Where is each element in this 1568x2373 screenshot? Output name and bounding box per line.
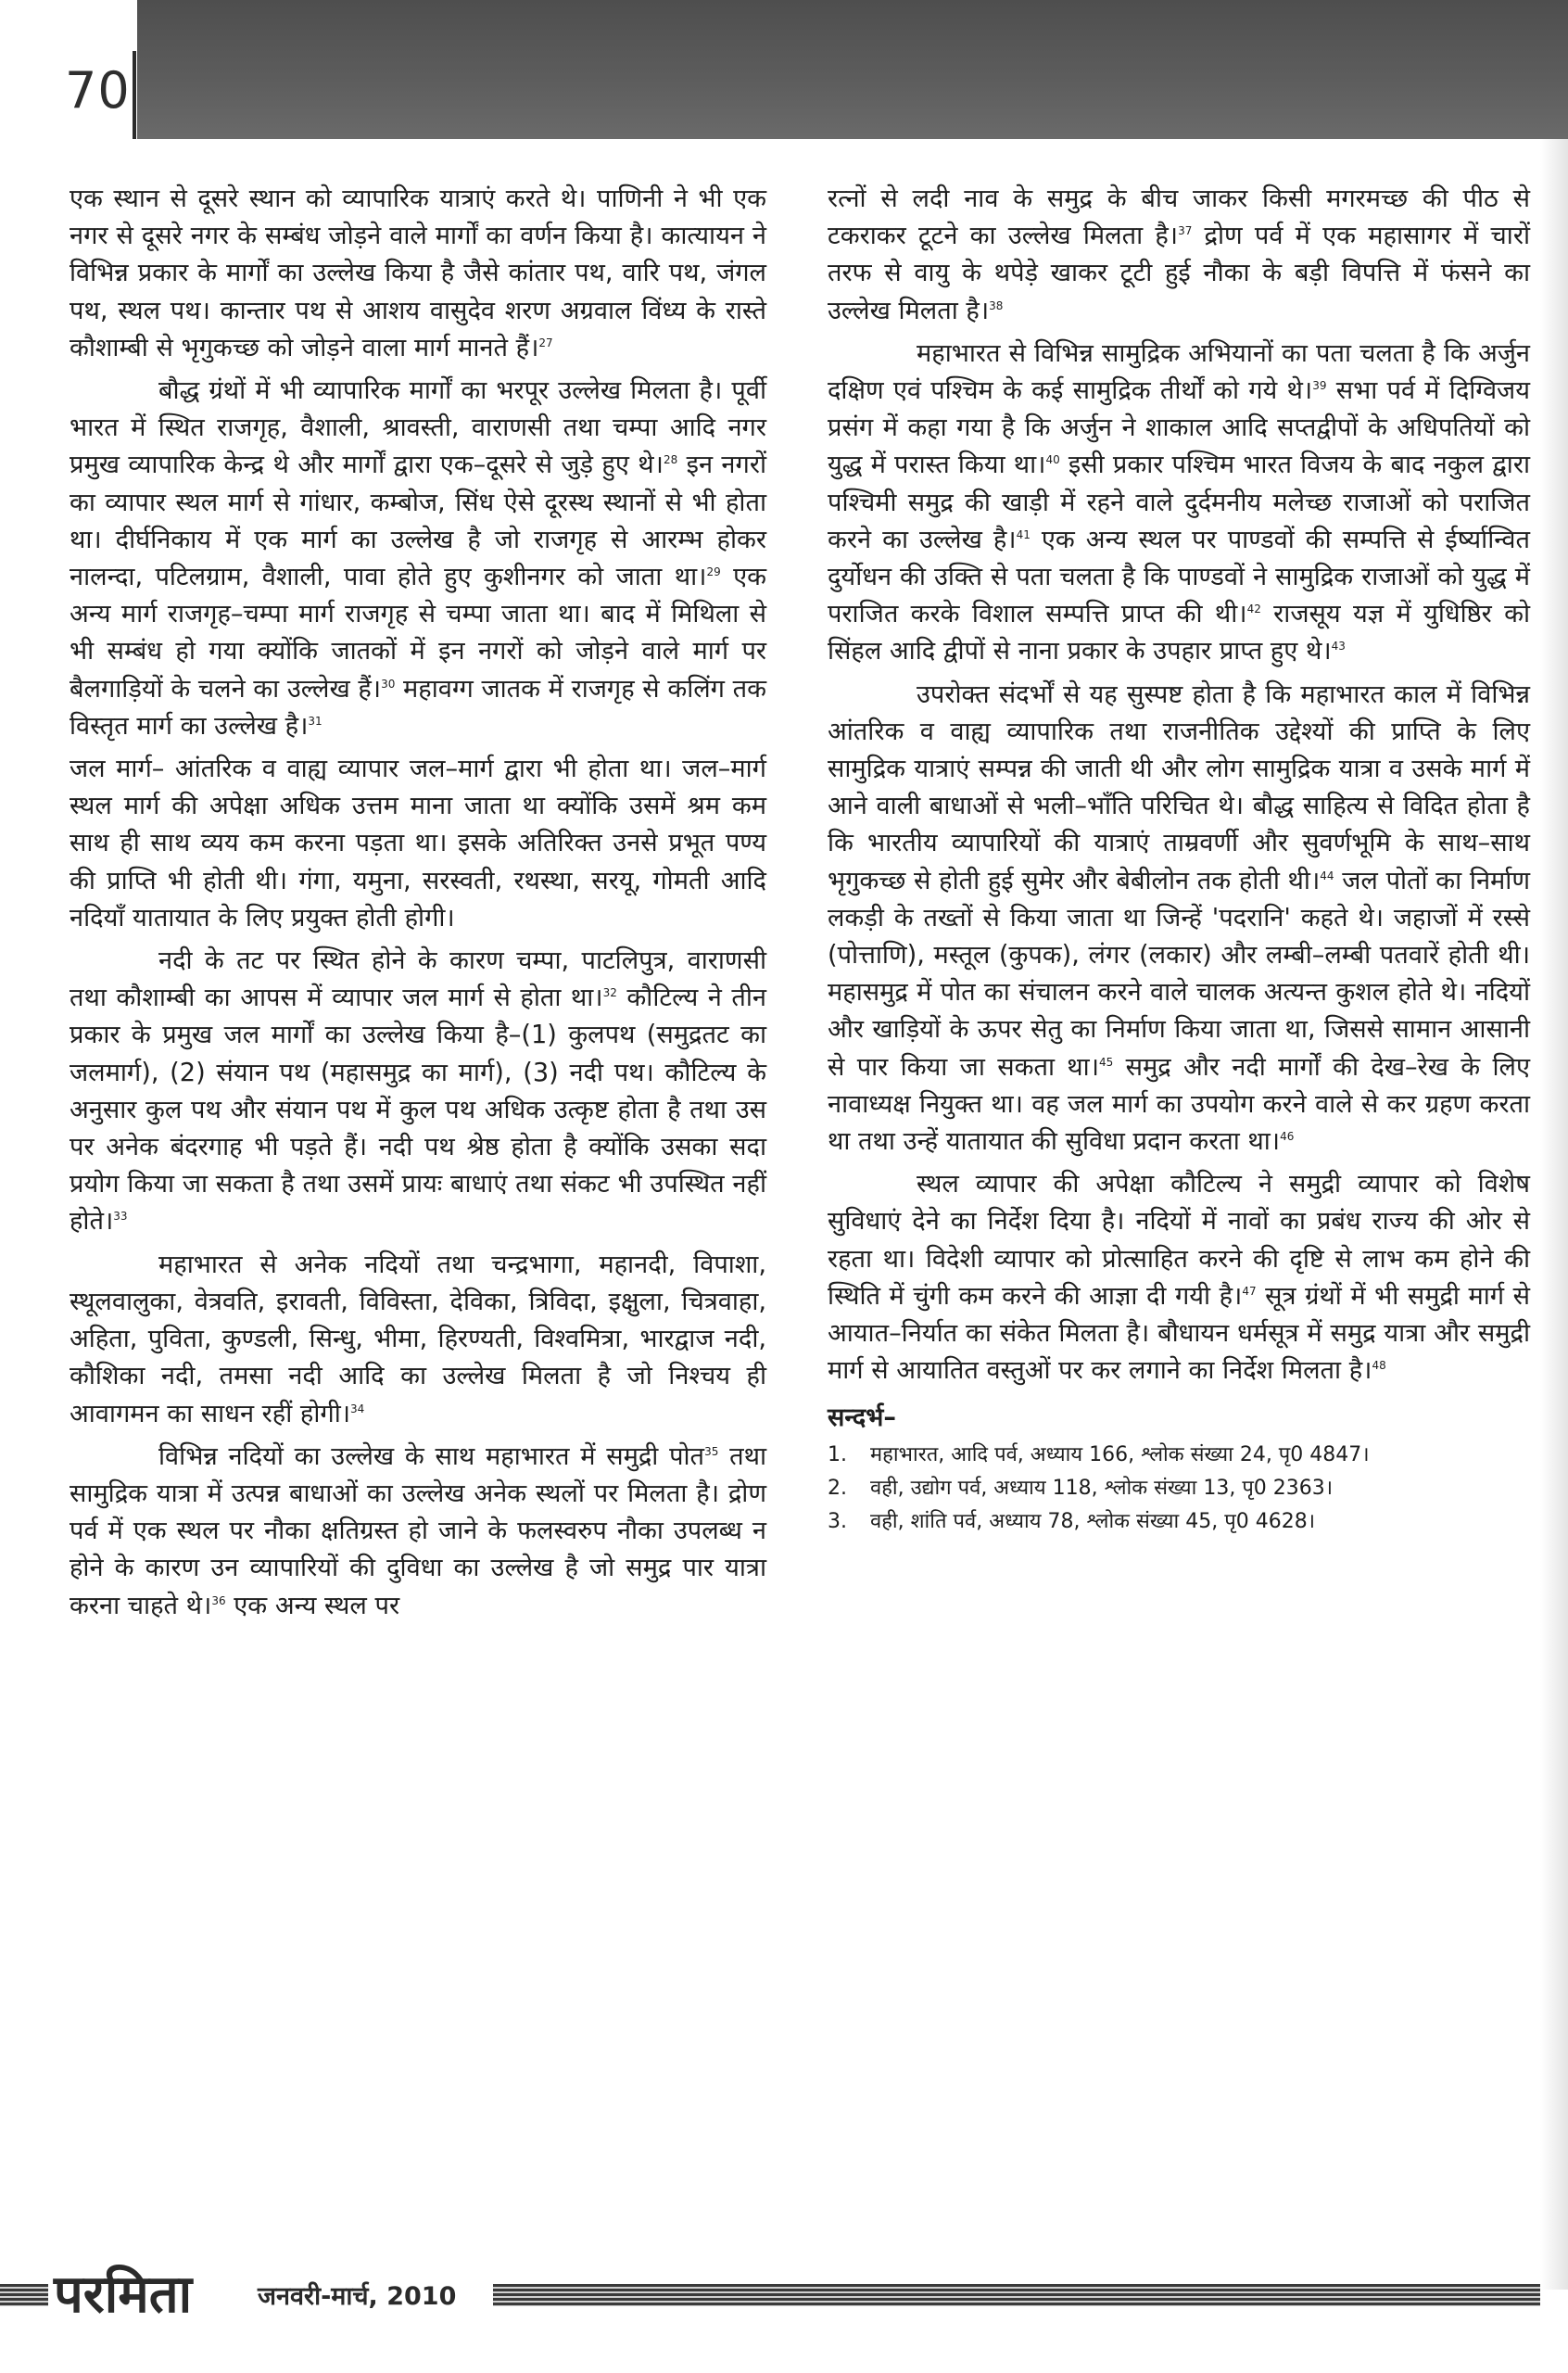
paragraph: नदी के तट पर स्थित होने के कारण चम्पा, पाटलिपुत्र, वाराणसी तथा कौशाम्बी का आपस में व्यापार जल मार्ग से होता था।$^{32}$ कौटिल्य ने तीन प्रकार के प्रमुख जल मार्गों का उल्लेख किया है–(1) कुलपथ (समुद्रतट का जलमार्ग), (2) संयान पथ (महासमुद्र का मार्ग), (3) नदी पथ। कौटिल्य के अनुसार कुल पथ और संयान पथ में कुल पथ अधिक उत्कृष्ट होता है तथा उस पर अनेक बंदरगाह भी पड़ते हैं। नदी पथ श्रेष्ठ होता है क्योंकि उसका सदा प्रयोग किया जा सकता है तथा उसमें प्रायः बाधाएं तथा संकट भी उपस्थित नहीं होते।$^{33}$ xyxy=(70,946,766,1237)
paragraph: स्थल व्यापार की अपेक्षा कौटिल्य ने समुद्री व्यापार को विशेष सुविधाएं देने का निर्देश दिया है। नदियों में नावों का प्रबंध राज्य की ओर से रहता था। विदेशी व्यापार को प्रोत्साहित करने की दृष्टि से लाभ कम होने की स्थिति में चुंगी कम करने की आज्ञा दी गयी है।$^{47}$ सूत्र ग्रंथों में भी समुद्री मार्ग से आयात–निर्यात का संकेत मिलता है। बौधायन धर्मसूत्र में समुद्र यात्रा और समुद्री मार्ग से आयातित वस्तुओं पर कर लगाने का निर्देश मिलता है।$^{48}$ xyxy=(828,1170,1530,1386)
paragraph: जल मार्ग– आंतरिक व वाह्य व्यापार जल–मार्ग द्वारा भी होता था। जल–मार्ग स्थल मार्ग की अपेक्षा अधिक उत्तम माना जाता था क्योंकि उसमें श्रम कम साथ ही साथ व्यय कम करना पड़ता था। इसके अतिरिक्त उनसे प्रभूत पण्य की प्राप्ति भी होती थी। गंगा, यमुना, सरस्वती, रथस्था, सरयू, गोमती आदि नदियाँ यातायात के लिए प्रयुक्त होती होगी। xyxy=(70,755,766,933)
paragraph: एक स्थान से दूसरे स्थान को व्यापारिक यात्राएं करते थे। पाणिनी ने भी एक नगर से दूसरे नगर के सम्बंध जोड़ने वाले मार्गों का वर्णन किया है। कात्यायन ने विभिन्न प्रकार के मार्गों का उल्लेख किया है जैसे कांतार पथ, वारि पथ, जंगल पथ, स्थल पथ। कान्तार पथ से आशय वासुदेव शरण अग्रवाल विंध्य के रास्ते कौशाम्बी से भृगुकच्छ को जोड़ने वाला मार्ग मानते हैं।$^{27}$ xyxy=(70,184,766,362)
footer-rule-left xyxy=(0,2284,48,2306)
paragraph: उपरोक्त संदर्भों से यह सुस्पष्ट होता है कि महाभारत काल में विभिन्न आंतरिक व वाह्य व्यापारिक तथा राजनीतिक उद्देश्यों की प्राप्ति के लिए सामुद्रिक यात्राएं सम्पन्न की जाती थी और लोग सामुद्रिक यात्रा व उसके मार्ग में आने वाली बाधाओं से भली–भाँति परिचित थे। बौद्ध साहित्य से विदित होता है कि भारतीय व्यापारियों की यात्राएं ताम्रवर्णी और सुवर्णभूमि के साथ–साथ भृगुकच्छ से होती हुई सुमेर और बेबीलोन तक होती थी।$^{44}$ जल पोतों का निर्माण लकड़ी के तख्तों से किया जाता था जिन्हें 'पदरानि' कहते थे। जहाजों में रस्से (पोत्ताणि), मस्तूल (कुपक), लंगर (लकार) और लम्बी–लम्बी पतवारें होती थी। महासमुद्र में पोत का संचालन करने वाले चालक अत्यन्त कुशल होते थे। नदियों और खाड़ियों के ऊपर सेतु का निर्माण किया जाता था, जिससे सामान आसानी से पार किया जा सकता था।$^{45}$ समुद्र और नदी मार्गों की देख–रेख के लिए नावाध्यक्ष नियुक्त था। वह जल मार्ग का उपयोग करने वाले से कर ग्रहण करता था तथा उन्हें यातायात की सुविधा प्रदान करता था।$^{46}$ xyxy=(828,679,1530,1157)
header-band xyxy=(0,0,1568,139)
paragraph: रत्नों से लदी नाव के समुद्र के बीच जाकर किसी मगरमच्छ की पीठ से टकराकर टूटने का उल्लेख मिलता है।$^{37}$ द्रोण पर्व में एक महासागर में चारों तरफ से वायु के थपेड़े खाकर टूटी हुई नौका के बड़ी विपत्ति में फंसने का उल्लेख मिलता है।$^{38}$ xyxy=(828,184,1530,325)
reference-item: 3. वही, शांति पर्व, अध्याय 78, श्लोक संख्या 45, पृ0 4628। xyxy=(828,1509,1316,1533)
paragraph: विभिन्न नदियों का उल्लेख के साथ महाभारत में समुद्री पोत$^{35}$ तथा सामुद्रिक यात्रा में उत्पन्न बाधाओं का उल्लेख अनेक स्थलों पर मिलता है। द्रोण पर्व में एक स्थल पर नौका क्षतिग्रस्त हो जाने के फलस्वरुप नौका उपलब्ध न होने के कारण उन व्यापारियों की दुविधा का उल्लेख है जो समुद्र पार यात्रा करना चाहते थे।$^{36}$ एक अन्य स्थल पर xyxy=(70,1441,766,1620)
references-heading: सन्दर्भ– xyxy=(828,1402,896,1432)
paragraph: महाभारत से विभिन्न सामुद्रिक अभियानों का पता चलता है कि अर्जुन दक्षिण एवं पश्चिम के कई सामुद्रिक तीर्थों को गये थे।$^{39}$ सभा पर्व में दिग्विजय प्रसंग में कहा गया है कि अर्जुन ने शाकाल आदि सप्तद्वीपों के अधिपतियों को युद्ध में परास्त किया था।$^{40}$ इसी प्रकार पश्चिम भारत विजय के बाद नकुल द्वारा पश्चिमी समुद्र की खाड़ी में रहने वाले दुर्दमनीय मलेच्छ राजाओं को पराजित करने का उल्लेख है।$^{41}$ एक अन्य स्थल पर पाण्डवों की सम्पत्ति से ईर्ष्यान्वित दुर्योधन की उक्ति से पता चलता है कि पाण्डवों ने सामुद्रिक राजाओं को युद्ध में पराजित करके विशाल सम्पत्ति प्राप्त की थी।$^{42}$ राजसूय यज्ञ में युधिष्ठिर को सिंहल आदि द्वीपों से नाना प्रकार के उपहार प्राप्त हुए थे।$^{43}$ xyxy=(828,338,1530,666)
right-column xyxy=(828,181,1530,1539)
header-dark-panel xyxy=(137,0,1568,139)
footer-rule-right xyxy=(493,2284,1540,2306)
header-divider xyxy=(133,51,136,139)
page-edge-shadow xyxy=(1540,139,1568,2290)
paragraph: महाभारत से अनेक नदियों तथा चन्द्रभागा, महानदी, विपाशा, स्थूलवालुका, वेत्रवति, इरावती, विविस्ता, देविका, त्रिविदा, इक्षुला, चित्रवाहा, अहिता, पुविता, कुण्डली, सिन्धु, भीमा, हिरण्यती, विश्वमित्रा, भारद्वाज नदी, कौशिका नदी, तमसा नदी आदि का उल्लेख मिलता है जो निश्चय ही आवागमन का साधन रहीं होगी।$^{34}$ xyxy=(70,1250,766,1428)
reference-item: 1. महाभारत, आदि पर्व, अध्याय 166, श्लोक संख्या 24, पृ0 4847। xyxy=(828,1442,1370,1466)
journal-name: परमिता xyxy=(54,2264,193,2325)
reference-item: 2. वही, उद्योग पर्व, अध्याय 118, श्लोक संख्या 13, पृ0 2363। xyxy=(828,1476,1334,1500)
reference-list xyxy=(828,1439,1530,1539)
issue-date: जनवरी-मार्च, 2010 xyxy=(258,2282,457,2311)
paragraph: बौद्ध ग्रंथों में भी व्यापारिक मार्गों का भरपूर उल्लेख मिलता है। पूर्वी भारत में स्थित राजगृह, वैशाली, श्रावस्ती, वाराणसी तथा चम्पा आदि नगर प्रमुख व्यापारिक केन्द्र थे और मार्गों द्वारा एक–दूसरे से जुड़े हुए थे।$^{28}$ इन नगरों का व्यापार स्थल मार्ग से गांधार, कम्बोज, सिंध ऐसे दूरस्थ स्थानों से भी होता था। दीर्घनिकाय में एक मार्ग का उल्लेख है जो राजगृह से आरम्भ होकर नालन्दा, पटिलग्राम, वैशाली, पावा होते हुए कुशीनगर को जाता था।$^{29}$ एक अन्य मार्ग राजगृह–चम्पा मार्ग राजगृह से चम्पा जाता था। बाद में मिथिला से भी सम्बंध हो गया क्योंकि जातकों में इन नगरों को जोड़ने वाले मार्ग पर बैलगाड़ियों के चलने का उल्लेख हैं।$^{30}$ महावग्ग जातक में राजगृह से कलिंग तक विस्तृत मार्ग का उल्लेख है।$^{31}$ xyxy=(70,376,766,741)
page-number: 70 xyxy=(65,61,131,120)
left-column xyxy=(70,181,766,1631)
footer xyxy=(0,2264,1568,2329)
